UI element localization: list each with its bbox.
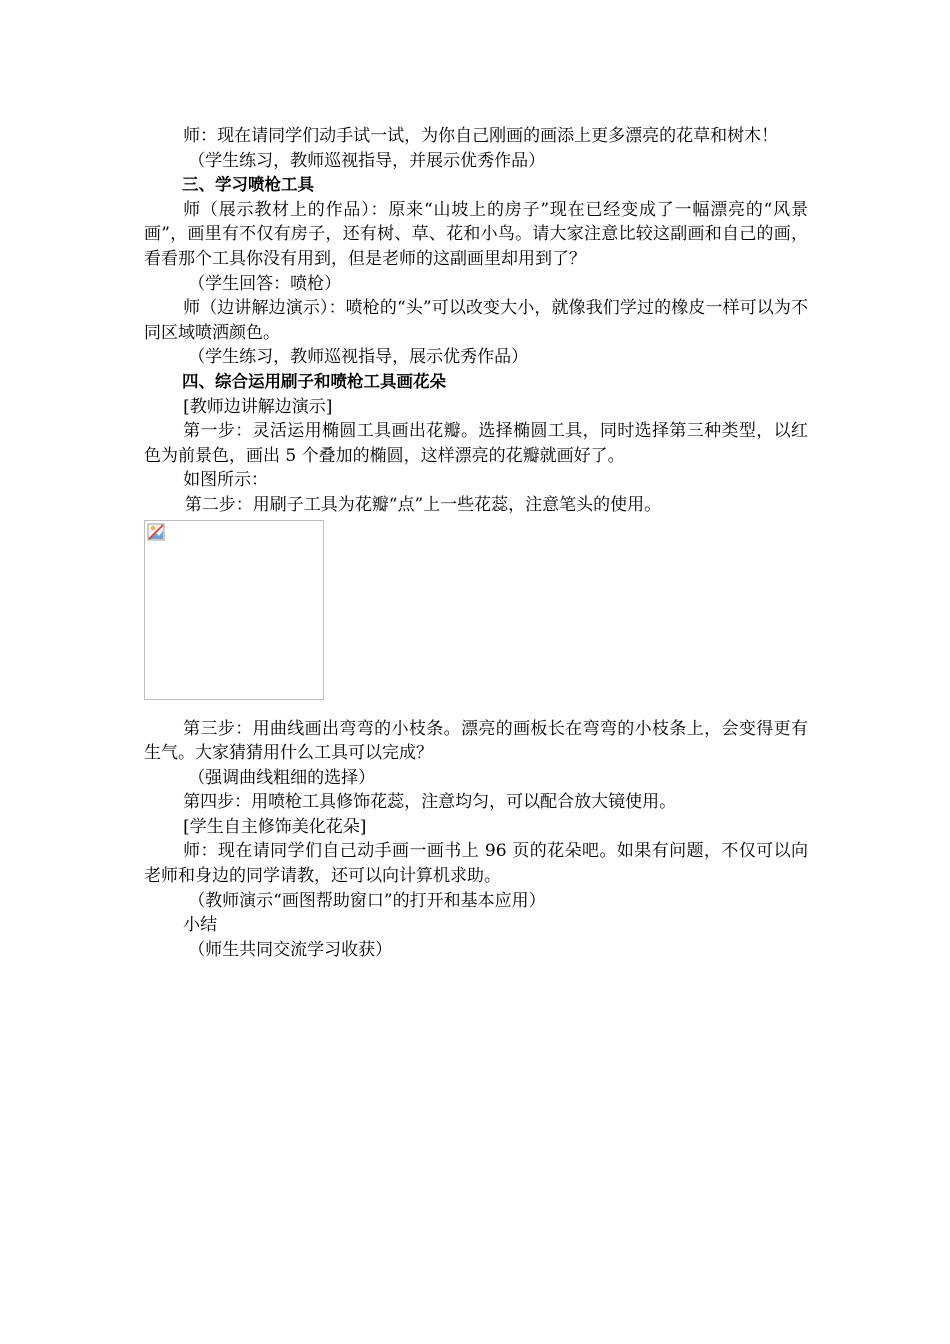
paragraph-teacher-show-work: 师（展示教材上的作品）：原来“山坡上的房子”现在已经变成了一幅漂亮的“风景画”，画里有不仅有房子，还有树、草、花和小鸟。请大家注意比较这副画和自己的画，看看那个工具你没有用到，但是老师的这副画里却用到了？ <box>144 199 808 269</box>
paragraph-help-window: （教师演示“画图帮助窗口”的打开和基本应用） <box>188 890 546 911</box>
paragraph-student-practice-2: （学生练习，教师巡视指导，展示优秀作品） <box>188 347 529 368</box>
paragraph-curve-note: （强调曲线粗细的选择） <box>188 767 376 788</box>
paragraph-student-decorate: [学生自主修饰美化花朵] <box>183 816 367 837</box>
paragraph-student-practice: （学生练习，教师巡视指导，并展示优秀作品） <box>188 150 546 171</box>
document-body <box>144 124 808 962</box>
paragraph-teacher-demo: 师（边讲解边演示）：喷枪的“头”可以改变大小，就像我们学过的橡皮一样可以为不同区域喷洒颜色。 <box>144 298 808 343</box>
paragraph-share: （师生共同交流学习收获） <box>188 939 393 960</box>
paragraph-teacher-try: 师：现在请同学们动手试一试，为你自己刚画的画添上更多漂亮的花草和树木！ <box>183 126 779 146</box>
paragraph-teacher-explain: [教师边讲解边演示] <box>183 396 333 417</box>
paragraph-student-answer: （学生回答：喷枪） <box>188 273 342 294</box>
image-placeholder <box>144 520 324 700</box>
paragraph-as-shown: 如图所示： <box>183 470 269 491</box>
paragraph-step-two: 第二步：用刷子工具为花瓣“点”上一些花蕊，注意笔头的使用。 <box>184 494 662 515</box>
paragraph-summary: 小结 <box>183 915 218 936</box>
paragraph-teacher-draw-flower: 师：现在请同学们自己动手画一画书上 96 页的花朵吧。如果有问题，不仅可以向老师和身边的同学请教，还可以向计算机求助。 <box>144 841 808 887</box>
paragraph-step-four: 第四步：用喷枪工具修饰花蕊，注意均匀，可以配合放大镜使用。 <box>183 792 677 813</box>
paragraph-step-three: 第三步：用曲线画出弯弯的小枝条。漂亮的画板长在弯弯的小枝条上，会变得更有生气。大家猜猜用什么工具可以完成？ <box>144 718 808 764</box>
broken-image-icon <box>147 523 165 541</box>
section-heading-spray-tool: 三、学习喷枪工具 <box>181 175 314 195</box>
section-heading-brush-spray: 四、综合运用刷子和喷枪工具画花朵 <box>181 371 446 391</box>
paragraph-step-one: 第一步：灵活运用椭圆工具画出花瓣。选择椭圆工具，同时选择第三种类型，以红色为前景色，画出 5 个叠加的椭圆，这样漂亮的花瓣就画好了。 <box>144 421 808 466</box>
